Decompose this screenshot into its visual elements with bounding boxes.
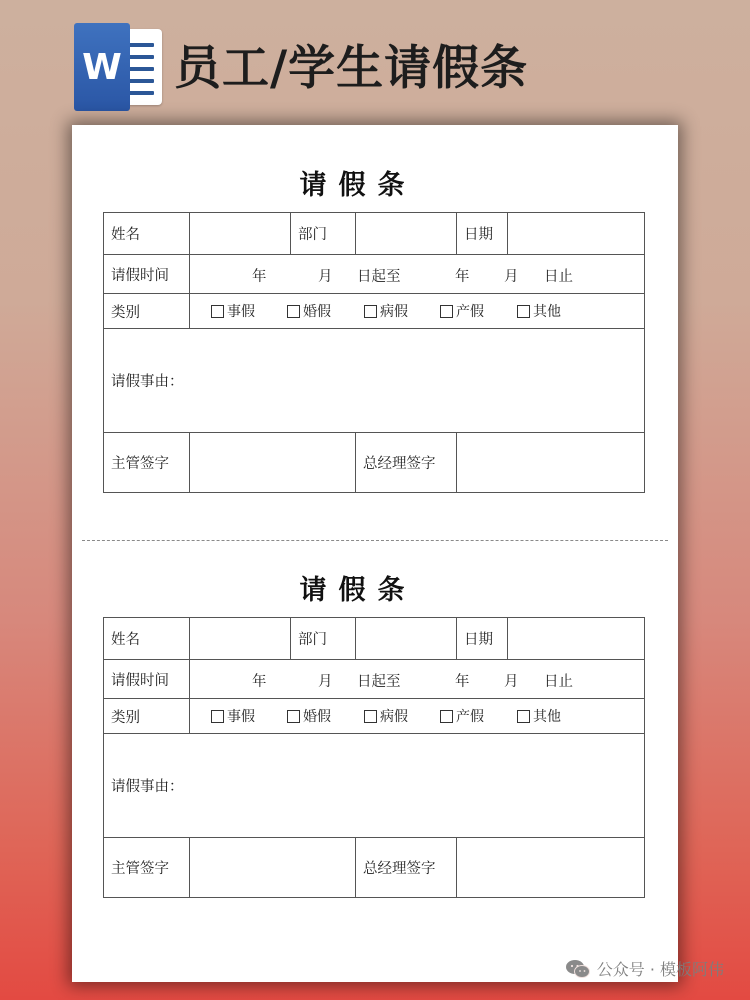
table-row [104,329,645,433]
period-month-start: 月 [318,674,333,690]
period-label: 请假时间 [104,660,190,699]
checkbox[interactable] [517,710,530,723]
reason-label: 请假事由： [111,374,184,390]
period-to: 日止 [544,269,573,285]
period-month-start: 月 [318,269,333,285]
dept-field[interactable] [356,618,457,660]
type-option-other[interactable]: 其他 [517,301,587,321]
supervisor-signature-field[interactable] [190,838,356,898]
table-row [104,618,645,660]
supervisor-label: 主管签字 [104,433,190,493]
name-field[interactable] [190,618,291,660]
word-badge: W [74,23,130,111]
type-option-maternity[interactable]: 产假 [440,301,517,321]
checkbox[interactable] [211,305,224,318]
wechat-icon [565,959,591,979]
date-field[interactable] [508,213,645,255]
page-header [74,22,528,106]
dept-field[interactable] [356,213,457,255]
period-from: 日起至 [357,674,401,690]
table-row [104,699,645,734]
form-title: 请假条 [299,170,417,201]
period-field[interactable] [190,660,645,699]
gm-signature-field[interactable] [457,433,645,493]
reason-label: 请假事由： [111,779,184,795]
checkbox[interactable] [364,710,377,723]
checkbox[interactable] [440,710,453,723]
type-option-marriage[interactable]: 婚假 [287,706,364,726]
period-from: 日起至 [357,269,401,285]
period-year-end: 年 [455,674,470,690]
period-year-start: 年 [252,674,267,690]
reason-field[interactable] [104,734,645,838]
type-option-marriage[interactable]: 婚假 [287,301,364,321]
reason-field[interactable] [104,329,645,433]
checkbox[interactable] [287,305,300,318]
watermark-text: 公众号 · 模板阿伟 [596,960,724,979]
type-option-maternity[interactable]: 产假 [440,706,517,726]
leave-table [103,212,645,493]
type-option-sick[interactable]: 病假 [364,706,440,726]
date-field[interactable] [508,618,645,660]
checkbox[interactable] [287,710,300,723]
checkbox[interactable] [440,305,453,318]
supervisor-label: 主管签字 [104,838,190,898]
date-label: 日期 [457,213,508,255]
document-page [72,125,678,982]
watermark [565,957,724,980]
cut-line-divider [82,540,668,541]
name-label: 姓名 [104,618,190,660]
period-to: 日止 [544,674,573,690]
type-option-sick[interactable]: 病假 [364,301,440,321]
date-label: 日期 [457,618,508,660]
dept-label: 部门 [291,618,356,660]
type-options [190,294,645,329]
table-row [104,255,645,294]
page-title: 员工/学生请假条 [174,40,529,96]
supervisor-signature-field[interactable] [190,433,356,493]
table-row [104,433,645,493]
dept-label: 部门 [291,213,356,255]
period-field[interactable] [190,255,645,294]
type-label: 类别 [104,294,190,329]
table-row [104,838,645,898]
checkbox[interactable] [211,710,224,723]
table-row [104,294,645,329]
period-year-end: 年 [455,269,470,285]
type-label: 类别 [104,699,190,734]
leave-table [103,617,645,898]
gm-signature-field[interactable] [457,838,645,898]
type-option-personal[interactable]: 事假 [211,301,287,321]
period-label: 请假时间 [104,255,190,294]
name-label: 姓名 [104,213,190,255]
table-row [104,734,645,838]
gm-label: 总经理签字 [356,838,457,898]
type-options [190,699,645,734]
period-year-start: 年 [252,269,267,285]
period-month-end: 月 [504,674,519,690]
period-month-end: 月 [504,269,519,285]
name-field[interactable] [190,213,291,255]
type-option-personal[interactable]: 事假 [211,706,287,726]
word-icon [74,23,166,105]
checkbox[interactable] [517,305,530,318]
checkbox[interactable] [364,305,377,318]
table-row [104,660,645,699]
type-option-other[interactable]: 其他 [517,706,587,726]
gm-label: 总经理签字 [356,433,457,493]
table-row [104,213,645,255]
form-title: 请假条 [299,575,417,606]
